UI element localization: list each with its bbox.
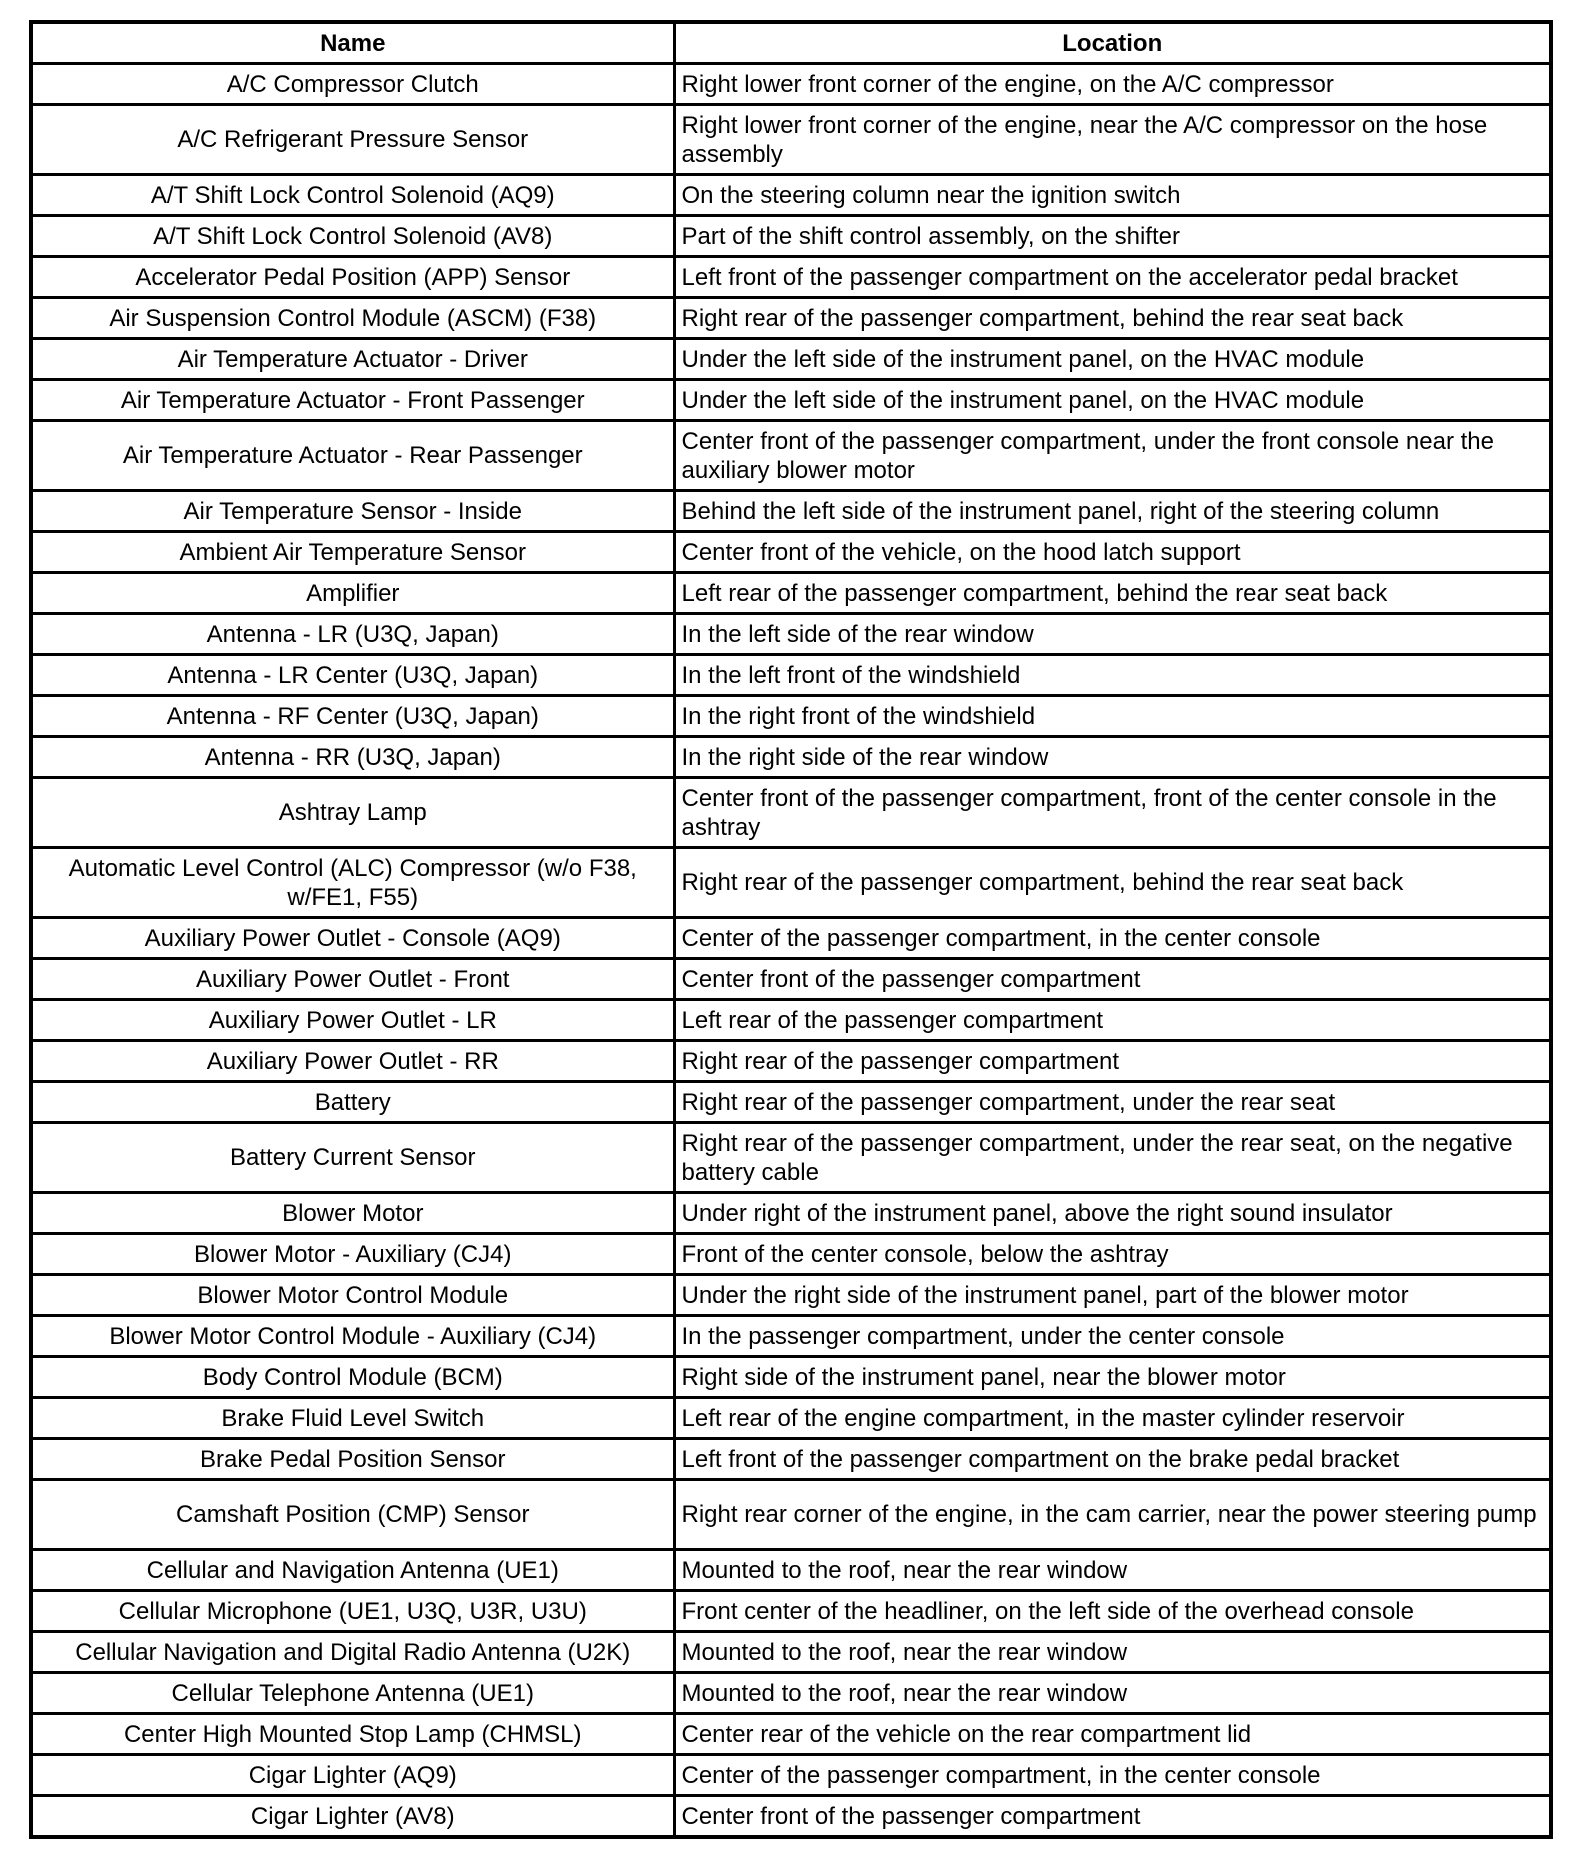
component-location: Right rear corner of the engine, in the cam carrier, near the power steering pump	[674, 1480, 1551, 1550]
component-name: Air Temperature Actuator - Rear Passenger	[31, 421, 674, 491]
component-name: Antenna - LR (U3Q, Japan)	[31, 614, 674, 655]
table-row	[31, 573, 1551, 614]
header-location: Location	[674, 22, 1551, 64]
component-name: Cigar Lighter (AV8)	[31, 1796, 674, 1838]
table-row	[31, 1632, 1551, 1673]
component-name: A/C Compressor Clutch	[31, 64, 674, 105]
component-name: Battery	[31, 1082, 674, 1123]
component-name: Air Temperature Sensor - Inside	[31, 491, 674, 532]
component-location: Center of the passenger compartment, in the center console	[674, 1755, 1551, 1796]
component-name: Blower Motor - Auxiliary (CJ4)	[31, 1234, 674, 1275]
component-location: Left rear of the passenger compartment	[674, 1000, 1551, 1041]
table-row	[31, 848, 1551, 918]
component-location: In the left front of the windshield	[674, 655, 1551, 696]
component-location: Center of the passenger compartment, in the center console	[674, 918, 1551, 959]
component-location-sheet	[29, 20, 1549, 1839]
table-row	[31, 298, 1551, 339]
component-location: Behind the left side of the instrument panel, right of the steering column	[674, 491, 1551, 532]
table-row	[31, 1591, 1551, 1632]
component-location: Right rear of the passenger compartment, under the rear seat, on the negative battery cable	[674, 1123, 1551, 1193]
component-location: Under the left side of the instrument panel, on the HVAC module	[674, 380, 1551, 421]
component-name: Antenna - RR (U3Q, Japan)	[31, 737, 674, 778]
component-location: Part of the shift control assembly, on the shifter	[674, 216, 1551, 257]
component-location: Center front of the vehicle, on the hood latch support	[674, 532, 1551, 573]
table-row	[31, 655, 1551, 696]
component-location: Under the left side of the instrument panel, on the HVAC module	[674, 339, 1551, 380]
component-name: Cigar Lighter (AQ9)	[31, 1755, 674, 1796]
table-row	[31, 339, 1551, 380]
table-row	[31, 1480, 1551, 1550]
component-location: In the left side of the rear window	[674, 614, 1551, 655]
table-row	[31, 1275, 1551, 1316]
table-row	[31, 1439, 1551, 1480]
component-name: Brake Pedal Position Sensor	[31, 1439, 674, 1480]
component-location: In the right front of the windshield	[674, 696, 1551, 737]
component-location: Center front of the passenger compartment, front of the center console in the ashtray	[674, 778, 1551, 848]
component-name: A/T Shift Lock Control Solenoid (AV8)	[31, 216, 674, 257]
table-row	[31, 1357, 1551, 1398]
component-location: Left rear of the passenger compartment, behind the rear seat back	[674, 573, 1551, 614]
component-name: Cellular Telephone Antenna (UE1)	[31, 1673, 674, 1714]
table-row	[31, 737, 1551, 778]
component-name: Ambient Air Temperature Sensor	[31, 532, 674, 573]
header-name: Name	[31, 22, 674, 64]
component-location: Center front of the passenger compartment	[674, 959, 1551, 1000]
table-row	[31, 1000, 1551, 1041]
component-name: Auxiliary Power Outlet - RR	[31, 1041, 674, 1082]
component-name: Body Control Module (BCM)	[31, 1357, 674, 1398]
component-name: Ashtray Lamp	[31, 778, 674, 848]
component-location: Mounted to the roof, near the rear window	[674, 1550, 1551, 1591]
component-location: Center front of the passenger compartment, under the front console near the auxiliary blower motor	[674, 421, 1551, 491]
component-name: Cellular Navigation and Digital Radio Antenna (U2K)	[31, 1632, 674, 1673]
table-row	[31, 175, 1551, 216]
table-row	[31, 257, 1551, 298]
table-row	[31, 959, 1551, 1000]
table-row	[31, 1755, 1551, 1796]
component-name: A/T Shift Lock Control Solenoid (AQ9)	[31, 175, 674, 216]
component-name: Battery Current Sensor	[31, 1123, 674, 1193]
component-location: Under the right side of the instrument panel, part of the blower motor	[674, 1275, 1551, 1316]
table-row	[31, 1123, 1551, 1193]
table-row	[31, 105, 1551, 175]
table-row	[31, 1234, 1551, 1275]
table-row	[31, 1193, 1551, 1234]
table-row	[31, 380, 1551, 421]
component-location: Right lower front corner of the engine, on the A/C compressor	[674, 64, 1551, 105]
table-row	[31, 1082, 1551, 1123]
component-name: Brake Fluid Level Switch	[31, 1398, 674, 1439]
component-name: Amplifier	[31, 573, 674, 614]
table-row	[31, 532, 1551, 573]
component-location: Right rear of the passenger compartment, behind the rear seat back	[674, 298, 1551, 339]
component-location: In the right side of the rear window	[674, 737, 1551, 778]
table-row	[31, 778, 1551, 848]
component-location: Left front of the passenger compartment on the accelerator pedal bracket	[674, 257, 1551, 298]
component-name: Camshaft Position (CMP) Sensor	[31, 1480, 674, 1550]
table-row	[31, 1316, 1551, 1357]
component-name: Auxiliary Power Outlet - Front	[31, 959, 674, 1000]
component-location: Center front of the passenger compartment	[674, 1796, 1551, 1838]
table-row	[31, 64, 1551, 105]
component-location: On the steering column near the ignition switch	[674, 175, 1551, 216]
component-location: Under right of the instrument panel, above the right sound insulator	[674, 1193, 1551, 1234]
component-location: Right rear of the passenger compartment, under the rear seat	[674, 1082, 1551, 1123]
table-row	[31, 491, 1551, 532]
table-row	[31, 1398, 1551, 1439]
component-location: Right lower front corner of the engine, near the A/C compressor on the hose assembly	[674, 105, 1551, 175]
component-location: Left rear of the engine compartment, in the master cylinder reservoir	[674, 1398, 1551, 1439]
component-location: Left front of the passenger compartment on the brake pedal bracket	[674, 1439, 1551, 1480]
component-name: Blower Motor	[31, 1193, 674, 1234]
component-name: Antenna - LR Center (U3Q, Japan)	[31, 655, 674, 696]
table-row	[31, 1550, 1551, 1591]
component-location: Right side of the instrument panel, near the blower motor	[674, 1357, 1551, 1398]
component-name: Air Temperature Actuator - Driver	[31, 339, 674, 380]
table-row	[31, 696, 1551, 737]
component-location: Front center of the headliner, on the left side of the overhead console	[674, 1591, 1551, 1632]
table-row	[31, 1673, 1551, 1714]
table-header-row	[31, 22, 1551, 64]
component-name: Blower Motor Control Module - Auxiliary (CJ4)	[31, 1316, 674, 1357]
table-row	[31, 216, 1551, 257]
table-row	[31, 421, 1551, 491]
component-location-table	[29, 20, 1553, 1839]
component-location: Mounted to the roof, near the rear window	[674, 1673, 1551, 1714]
component-name: Cellular and Navigation Antenna (UE1)	[31, 1550, 674, 1591]
component-location: In the passenger compartment, under the center console	[674, 1316, 1551, 1357]
component-name: Antenna - RF Center (U3Q, Japan)	[31, 696, 674, 737]
table-row	[31, 918, 1551, 959]
component-name: Air Temperature Actuator - Front Passenger	[31, 380, 674, 421]
component-location: Right rear of the passenger compartment	[674, 1041, 1551, 1082]
component-name: Blower Motor Control Module	[31, 1275, 674, 1316]
component-name: Center High Mounted Stop Lamp (CHMSL)	[31, 1714, 674, 1755]
component-name: Auxiliary Power Outlet - LR	[31, 1000, 674, 1041]
table-row	[31, 1796, 1551, 1838]
component-location: Front of the center console, below the ashtray	[674, 1234, 1551, 1275]
component-location: Center rear of the vehicle on the rear compartment lid	[674, 1714, 1551, 1755]
component-location: Mounted to the roof, near the rear window	[674, 1632, 1551, 1673]
component-name: Auxiliary Power Outlet - Console (AQ9)	[31, 918, 674, 959]
component-name: Accelerator Pedal Position (APP) Sensor	[31, 257, 674, 298]
table-row	[31, 614, 1551, 655]
component-name: Cellular Microphone (UE1, U3Q, U3R, U3U)	[31, 1591, 674, 1632]
component-location: Right rear of the passenger compartment, behind the rear seat back	[674, 848, 1551, 918]
component-name: Automatic Level Control (ALC) Compressor (w/o F38, w/FE1, F55)	[31, 848, 674, 918]
table-row	[31, 1041, 1551, 1082]
component-name: Air Suspension Control Module (ASCM) (F38)	[31, 298, 674, 339]
component-name: A/C Refrigerant Pressure Sensor	[31, 105, 674, 175]
table-row	[31, 1714, 1551, 1755]
